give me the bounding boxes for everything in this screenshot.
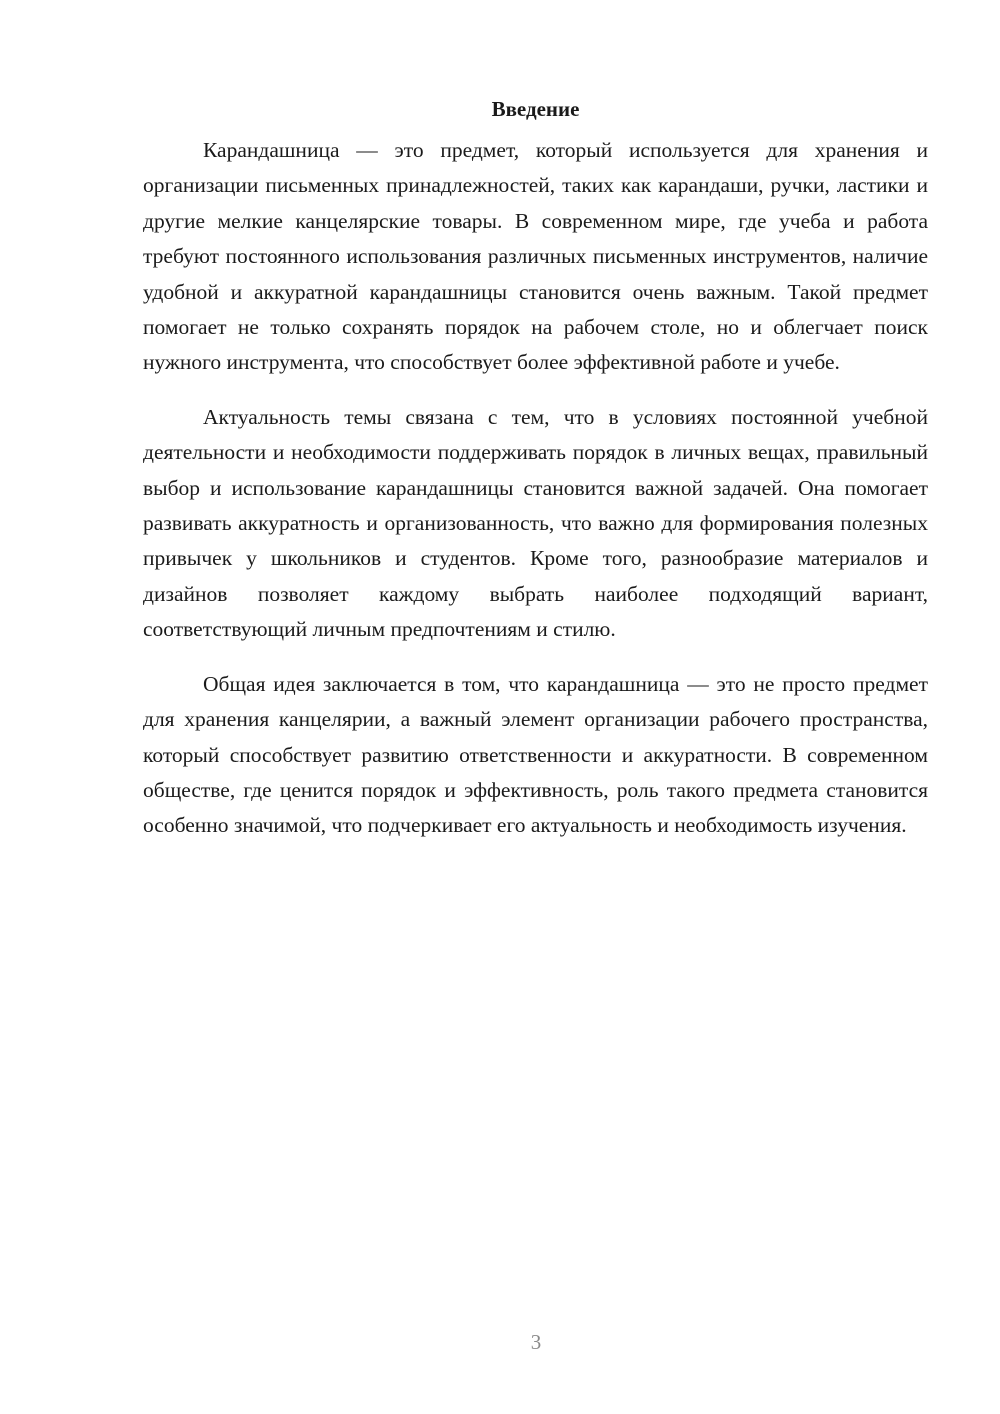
page-content: [143, 92, 928, 863]
paragraph-relevance: Актуальность темы связана с тем, что в условиях постоянной учебной деятельности и необходимости поддерживать порядок в личных вещах, правильный выбор и использование карандашницы становится важной задачей. Она помогает развивать аккуратность и организованность, что важно для формирования полезных привычек у школьников и студентов. Кроме того, разнообразие материалов и дизайнов позволяет каждому выбрать наиболее подходящий вариант, соответствующий личным предпочтениям и стилю.: [143, 404, 928, 642]
paragraph-intro: Карандашница — это предмет, который используется для хранения и организации письменных принадлежностей, таких как карандаши, ручки, ластики и другие мелкие канцелярские товары. В современном мире, где учеба и работа требуют постоянного использования различных письменных инструментов, наличие удобной и аккуратной карандашницы становится очень важным. Такой предмет помогает не только сохранять порядок на рабочем столе, но и облегчает поиск нужного инструмента, что способствует более эффективной работе и учебе.: [143, 138, 928, 375]
section-title: Введение: [491, 97, 580, 121]
page-number: 3: [530, 1330, 542, 1354]
paragraph-general-idea: Общая идея заключается в том, что карандашница — это не просто предмет для хранения канцелярии, а важный элемент организации рабочего пространства, который способствует развитию ответственности и аккуратности. В современном обществе, где ценится порядок и эффективность, роль такого предмета становится особенно значимой, что подчеркивает его актуальность и необходимость изучения.: [143, 671, 928, 838]
